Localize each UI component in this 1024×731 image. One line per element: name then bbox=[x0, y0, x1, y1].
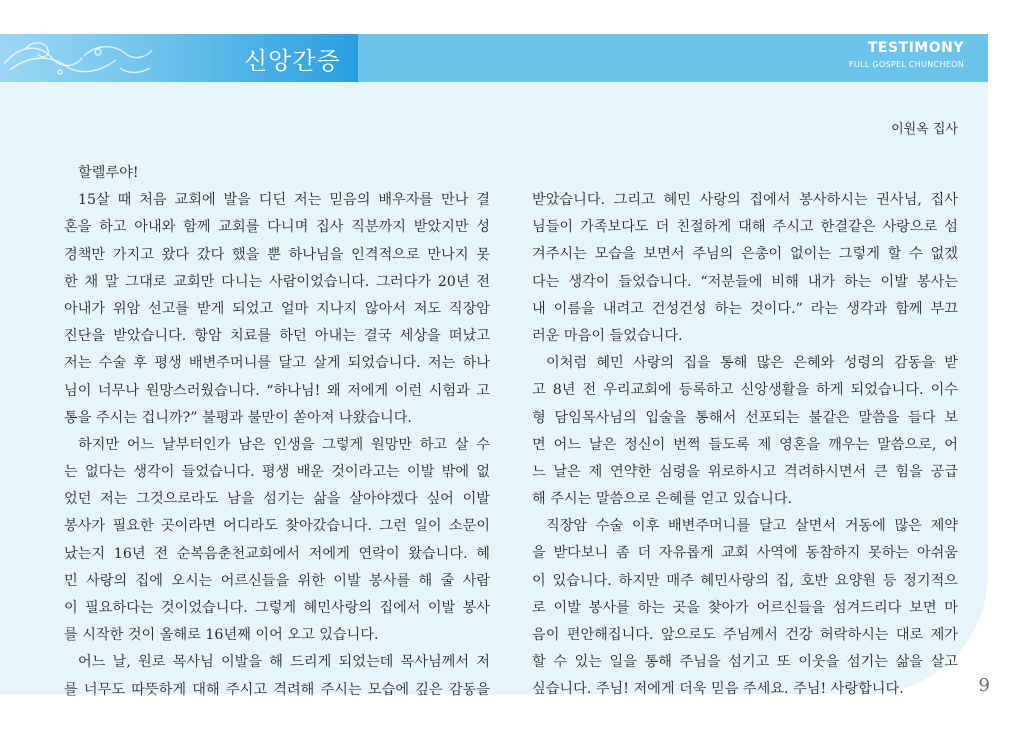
article-line: 민 사랑의 집에 오시는 어르신들을 위한 이발 봉사를 해 줄 사람 bbox=[64, 572, 490, 589]
article-line: 형 담임목사님의 입술을 통해서 선포되는 불같은 말씀을 들다 보 bbox=[532, 409, 958, 426]
article-line: 직장암 수술 이후 배변주머니를 달고 살면서 거동에 많은 제약 bbox=[546, 518, 958, 535]
brand-subtitle: FULL GOSPEL CHUNCHEON bbox=[848, 60, 964, 69]
article-line: 진단을 받았습니다. 항암 치료를 하던 아내는 결국 세상을 떠났고 bbox=[64, 328, 490, 345]
article-line: 났는지 16년 전 순복음춘천교회에서 저에게 연락이 왔습니다. 혜 bbox=[64, 545, 490, 562]
article-line: 을 받다보니 좀 더 자유롭게 교회 사역에 동참하지 못하는 아쉬움 bbox=[532, 545, 958, 562]
article-line: 이 필요하다는 것이었습니다. 그렇게 혜민사랑의 집에서 이발 봉사 bbox=[64, 600, 490, 616]
section-title: 신앙간증 bbox=[244, 47, 341, 75]
article-line: 봉사가 필요한 곳이라면 어디라도 찾아갔습니다. 그런 일이 소문이 bbox=[64, 518, 490, 535]
article-line: 아내가 위암 선고를 받게 되었고 얼마 지나지 않아서 저도 직장암 bbox=[64, 300, 490, 317]
article-line: 내 이름을 내려고 건성건성 하는 것이다.” 라는 생각과 함께 부끄 bbox=[532, 300, 958, 317]
article-line: 어느 날, 원로 목사님 이발을 해 드리게 되었는데 목사님께서 저 bbox=[78, 654, 490, 671]
article-line: 면 어느 날은 정신이 번쩍 들도록 제 영혼을 깨우는 말씀으로, 어 bbox=[532, 436, 958, 453]
article-line: 받았습니다. 그리고 혜민 사랑의 집에서 봉사하시는 권사님, 집사 bbox=[532, 192, 958, 208]
article-left-column bbox=[64, 160, 490, 704]
article-line: 혼을 하고 아내와 함께 교회를 다니며 집사 직분까지 받았지만 성 bbox=[64, 219, 490, 236]
header-end-gap bbox=[988, 34, 1024, 82]
article-line: 이 있습니다. 하지만 매주 혜민사랑의 집, 호반 요양원 등 정기적으 bbox=[532, 572, 958, 589]
brand-title: TESTIMONY bbox=[867, 40, 964, 56]
article-line: 느 날은 제 연약한 심령을 위로하시고 격려하시면서 큰 힘을 공급 bbox=[532, 463, 958, 480]
article-line: 저는 수술 후 평생 배변주머니를 달고 살게 되었습니다. 저는 하나 bbox=[64, 355, 490, 372]
article-line: 할렐루야! bbox=[78, 165, 139, 181]
article-line: 한 채 말 그대로 교회만 다니는 사람이었습니다. 그러다가 20년 전 bbox=[64, 273, 490, 290]
article-line: 경책만 가지고 왔다 갔다 했을 뿐 하나님을 인격적으로 만나지 못 bbox=[64, 246, 490, 263]
article-line: 로 이발 봉사를 하는 곳을 찾아가 어르신들을 섬겨드리다 보면 마 bbox=[532, 599, 958, 616]
brand-block bbox=[849, 40, 964, 69]
article-line: 해 주시는 말씀으로 은혜를 얻고 있습니다. bbox=[532, 491, 793, 508]
article-line: 하지만 어느 날부터인가 남은 인생을 그렇게 원망만 하고 살 수 bbox=[78, 436, 490, 453]
article-line: 통을 주시는 겁니까?” 불평과 불만이 쏟아져 나왔습니다. bbox=[64, 409, 412, 426]
article-line: 15살 때 처음 교회에 발을 디딘 저는 믿음의 배우자를 만나 결 bbox=[78, 192, 490, 209]
article-line: 할 수 있는 일을 통해 주님을 섬기고 또 이웃을 섬기는 삶을 살고 bbox=[532, 654, 958, 671]
page-number: 9 bbox=[978, 675, 990, 696]
article-line: 겨주시는 모습을 보면서 주님의 은총이 없이는 그렇게 할 수 없겠 bbox=[532, 246, 958, 263]
swirl-ornament-icon bbox=[0, 34, 160, 82]
article-line: 를 시작한 것이 올해로 16년째 이어 오고 있습니다. bbox=[64, 627, 379, 644]
article-line: 님이 너무나 원망스러웠습니다. “하나님! 왜 저에게 이런 시험과 고 bbox=[64, 382, 490, 399]
article-line: 님들이 가족보다도 더 친절하게 대해 주시고 한결같은 사랑으로 섬 bbox=[532, 219, 958, 236]
article-line: 이처럼 혜민 사랑의 집을 통해 많은 은혜와 성령의 감동을 받 bbox=[546, 355, 958, 372]
article-line: 를 너무도 따뜻하게 대해 주시고 격려해 주시는 모습에 깊은 감동을 bbox=[64, 681, 490, 698]
article-line: 는 없다는 생각이 들었습니다. 평생 배운 것이라고는 이발 밖에 없 bbox=[64, 464, 490, 481]
article-line: 싶습니다. 주님! 저에게 더욱 믿음 주세요. 주님! 사랑합니다. bbox=[532, 681, 904, 698]
article-line: 다는 생각이 들었습니다. “저분들에 비해 내가 하는 이발 봉사는 bbox=[532, 273, 958, 290]
article-line: 었던 저는 그것으로라도 남을 섬기는 삶을 살아야겠다 싶어 이발 bbox=[64, 491, 490, 508]
article-line: 고 8년 전 우리교회에 등록하고 신앙생활을 하게 되었습니다. 이수 bbox=[532, 382, 958, 399]
author-name: 이원옥 집사 bbox=[891, 122, 958, 137]
article-line: 러운 마음이 들었습니다. bbox=[532, 327, 683, 344]
article-line: 음이 편안해집니다. 앞으로도 주님께서 건강 허락하시는 대로 제가 bbox=[532, 627, 958, 643]
article-right-column bbox=[532, 187, 958, 704]
